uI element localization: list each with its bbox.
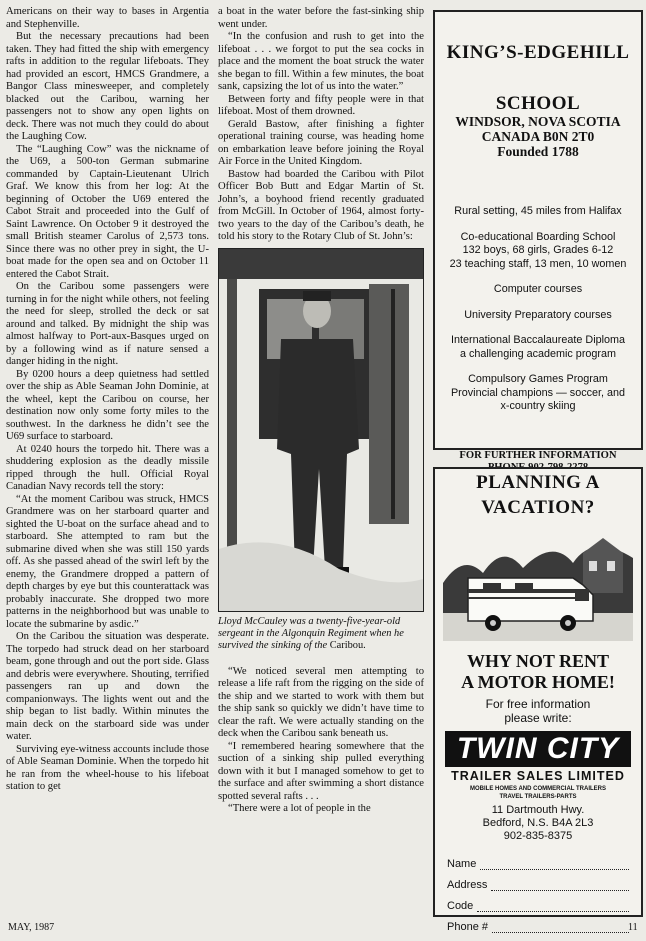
ad-title: VACATION? [481, 497, 595, 518]
form-address-row[interactable] [447, 872, 629, 891]
company-address: Bedford, N.S. B4A 2L3 [482, 817, 594, 829]
page-number: 11 [628, 922, 638, 933]
paragraph: a boat in the water before the fast-sinking ship went under. [218, 6, 424, 30]
company-tagline: MOBILE HOMES AND COMMERCIAL TRAILERS [470, 786, 606, 792]
footer-date: MAY, 1987 [8, 922, 55, 933]
soldier-photo [218, 248, 424, 612]
ad-subtitle: CANADA B0N 2T0 [481, 129, 595, 144]
ad-line: x-country skiing [500, 400, 576, 412]
ad-headline: A MOTOR HOME! [461, 672, 615, 692]
ad-line: University Preparatory courses [464, 308, 612, 321]
ad-subtitle: Founded 1788 [497, 144, 579, 159]
paragraph: The “Laughing Cow” was the nickname of the U69, a 500-ton German submarine commanded by Captain-Lieutenant Ulrich Graf. We know this from her log: At the beginning of October the U69 entered the Cabot Strait and proceeded into the Gulf of Saint Lawrence. On October 9 it destroyed the small British steamer Carolus of 2,573 tons. Since there was no other prey in sight, the U-boat made for the open sea and on October 11 entered the Cabot Strait. [6, 143, 209, 280]
paragraph: Between forty and fifty people were in that lifeboat. Most of them drowned. [218, 93, 424, 117]
form-phone-line[interactable] [492, 922, 629, 933]
ad-contact: FOR FURTHER INFORMATION [459, 449, 617, 461]
ad-line: please write: [504, 711, 572, 725]
paragraph: On the Caribou some passengers were turning in for the night while others, not feeling the need for sleep, strolled the deck or sat around and talked. By midnight the ship was almost halfway to Port-aux-Basques urged on by a following wind as if nature sensed a danger hiding in the night. [6, 281, 209, 367]
form-phone-label: Phone # [447, 921, 488, 933]
twin-city-logo: TWIN CITY [445, 731, 631, 767]
ad-line: For free information [485, 697, 591, 711]
paragraph: Bastow had boarded the Caribou with Pilot Officer Bob Butt and Edgar Martin of St. John’s, a boyhood friend recently graduated from McGill. In October of 1964, almost forty-two years to the day of the Caribou’s death, he told his story to the Rotary Club of St. John’s: [218, 168, 424, 242]
ad-line: Provincial champions — soccer, and [450, 386, 626, 399]
form-code-line[interactable] [477, 901, 629, 912]
kings-edgehill-ad [433, 10, 643, 461]
soldier-photo-image [219, 249, 423, 611]
paragraph: Gerald Bastow, after finishing a fighter operational training course, was heading home on embarkation leave before joining the Royal Air Force in the United Kingdom. [218, 118, 424, 167]
ad-line: 23 teaching staff, 13 men, 10 women [449, 257, 627, 270]
form-code-label: Code [447, 900, 474, 912]
ad-line: a challenging academic program [459, 347, 617, 360]
photo-caption [218, 616, 424, 652]
ad-line: Rural setting, 45 miles from Halifax [454, 205, 622, 217]
form-name-row[interactable] [447, 851, 629, 870]
ad-title: SCHOOL [495, 93, 581, 114]
paragraph: “At the moment Caribou was struck, HMCS Grandmere was on her starboard quarter and sighted the U-boat on the surface ahead and to starboard. She attempted to ram but the submarine dived when she was still 150 yards off. As she passed ahead of the swirl left by the enemy, the Grandmere dropped a pattern of depth charges by eye but this counterattack was probably inaccurate. She dropped two more patterns in the neighborhood but was unable to locate the submarine by asdic.” [6, 493, 209, 630]
paragraph: “There were a lot of people in the [228, 803, 371, 814]
ad-headline: WHY NOT RENT [466, 651, 610, 671]
company-tagline: TRAVEL TRAILERS-PARTS [499, 794, 577, 800]
article-column-2 [218, 6, 424, 816]
ad-line: Computer courses [493, 283, 583, 295]
company-name: TRAILER SALES LIMITED [451, 769, 625, 783]
paragraph: Americans on their way to bases in Argentia and Stephenville. [6, 6, 209, 30]
ad-line: 132 boys, 68 girls, Grades 6-12 [462, 244, 614, 256]
paragraph: On the Caribou the situation was desperate. The torpedo had struck dead on her starboard beam, gone through and out the port side. Glass and debris were everywhere. Shouting, terrified passengers ran up and down the companionways. The lights went out and the ship began to list badly. Within minutes the main deck on the starboard side was under water. [6, 631, 209, 742]
caption-end: Caribou. [329, 639, 366, 651]
paragraph: “We noticed several men attempting to release a life raft from the rigging on the side of the ship and we started to work with them but the ship sank so quickly we didn’t have time to clear the raft. We were actually standing on the deck when the Caribou sank beneath us. [218, 665, 424, 739]
form-code-row[interactable] [447, 893, 629, 912]
caption-text: Lloyd McCauley was a twenty-five-year-old sergeant in the Algonquin Regiment when he survived the sinking of the [218, 615, 404, 651]
ad-line: Compulsory Games Program [468, 373, 608, 385]
paragraph: “In the confusion and rush to get into the lifeboat . . . we forgot to put the sea cocks in place and the moment the boat struck the water she began to fill. Within a few minutes, the boat sank, capsizing the lot of us into the water.” [218, 31, 424, 92]
motor-home-illustration [443, 523, 633, 641]
form-name-label: Name [447, 858, 477, 870]
company-phone: 902-835-8375 [503, 830, 573, 842]
form-name-line[interactable] [480, 859, 629, 870]
ad-title: KING’S-EDGEHILL [446, 42, 630, 63]
twin-city-ad [433, 467, 643, 933]
form-phone-row[interactable] [447, 914, 629, 933]
ad-line: International Baccalaureate Diploma [450, 334, 626, 346]
form-address-label: Address [447, 879, 488, 891]
paragraph: But the necessary precautions had been taken. They had fitted the ship with emergency rafts in addition to the regular lifeboats. They had provided an escort, HMCS Grandmere, a Bangor Class minesweeper, and completely blacked out the Caribou, warning her passengers not to show any open lights on deck. There was not much they could do about the Laughing Cow. [6, 31, 209, 142]
article-column-1 [6, 6, 209, 794]
paragraph: Surviving eye-witness accounts include those of Able Seaman Dominie. When the torpedo hit he ran from the wheel-house to his lifeboat station to get [6, 743, 209, 792]
ad-title: PLANNING A [476, 472, 600, 493]
paragraph: At 0240 hours the torpedo hit. There was a shuddering explosion as the deadly missile ripped through the hull. Official Royal Canadian Navy records tell the story: [6, 443, 209, 492]
paragraph: By 0200 hours a deep quietness had settled over the ship as Able Seaman John Dominie, at the wheel, kept the Caribou on course, her destination now only some forty miles to the southwest. In the darkness he didn’t see the U69 surface to starboard. [6, 368, 209, 442]
paragraph: “I remembered hearing somewhere that the suction of a sinking ship pulled everything down with it but I managed somehow to get to the surface and after swimming a short distance spotted several rafts . . . [218, 740, 424, 802]
form-address-line[interactable] [491, 880, 629, 891]
ad-subtitle: WINDSOR, NOVA SCOTIA [455, 114, 621, 129]
ad-line: Co-educational Boarding School [460, 230, 616, 243]
company-address: 11 Dartmouth Hwy. [491, 804, 585, 816]
